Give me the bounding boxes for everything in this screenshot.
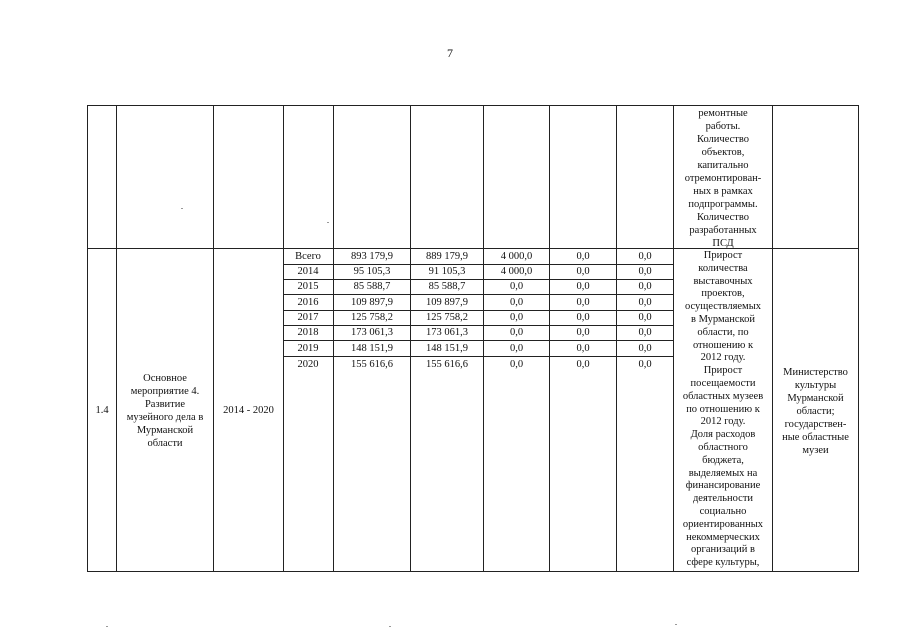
indicator-line: ремонтные [698, 108, 748, 119]
other-cell: 0,0 [638, 359, 652, 370]
indicator-line: капитально [697, 160, 749, 171]
indicator-line: ПСД [712, 238, 734, 249]
measure-name [117, 372, 213, 450]
federal-cell: 4 000,0 [500, 251, 533, 262]
indicator-line: социально [699, 505, 747, 517]
federal-cell: 0,0 [509, 281, 524, 292]
year-cell: Всего [295, 251, 321, 262]
year-cell: 2019 [297, 343, 319, 354]
total-cell: 173 061,3 [351, 327, 393, 338]
indicator-line: количества [698, 262, 748, 274]
year-cell: 2018 [297, 327, 319, 338]
local-cell: 0,0 [576, 359, 590, 370]
local-cell: 0,0 [576, 281, 590, 292]
measure-name-line: Мурманской [136, 425, 194, 436]
federal-cell: 0,0 [509, 297, 524, 308]
executor-line: государствен- [784, 419, 847, 430]
indicator-line: в Мурманской [691, 313, 755, 325]
executor-line: музеи [802, 445, 829, 456]
year-cell: 2020 [297, 359, 319, 370]
total-cell: 109 897,9 [351, 297, 393, 308]
executor-line: культуры [794, 380, 837, 391]
scan-speck [675, 624, 677, 625]
scan-speck [389, 626, 391, 627]
regional-cell: 109 897,9 [426, 297, 468, 308]
total-cell: 893 179,9 [351, 251, 393, 262]
measure-name-line: области [147, 438, 183, 449]
indicator-line: осуществляемых [684, 301, 762, 313]
executor-line: области; [796, 406, 835, 417]
executor-line: ные областные [782, 432, 849, 443]
local-cell: 0,0 [576, 327, 590, 338]
indicator-line: финансирование [685, 480, 761, 492]
total-cell: 155 616,6 [351, 359, 393, 370]
other-cell: 0,0 [638, 281, 652, 292]
indicator-line: 2012 году. [700, 416, 746, 428]
regional-cell: 91 105,3 [428, 266, 466, 277]
indicator-line: разработанных [689, 225, 757, 236]
row-indicators [674, 250, 772, 570]
indicator-line: по отношению к [686, 403, 760, 415]
scan-speck [327, 222, 329, 223]
total-cell: 85 588,7 [353, 281, 391, 292]
indicator-line: 2012 году. [700, 352, 746, 364]
indicator-line: подпрограммы. [688, 199, 758, 210]
year-cell: 2014 [297, 266, 319, 277]
local-cell: 0,0 [576, 266, 590, 277]
indicator-line: Доля расходов [690, 429, 756, 441]
federal-cell: 0,0 [509, 312, 524, 323]
regional-cell: 889 179,9 [426, 251, 468, 262]
scan-speck [106, 626, 108, 627]
page-number: 7 [447, 46, 453, 60]
indicator-line: посещаемости [690, 377, 756, 389]
measure-name-line: Основное [143, 373, 187, 384]
indicator-line: Прирост [703, 250, 743, 261]
executor-line: Министерство [783, 367, 848, 378]
year-cell: 2015 [297, 281, 319, 292]
local-cell: 0,0 [576, 251, 590, 262]
indicator-line: отремонтирован- [684, 173, 762, 184]
regional-cell: 125 758,2 [426, 312, 468, 323]
indicator-line: выделяемых на [688, 467, 758, 479]
indicator-line: Количество [696, 134, 750, 145]
indicator-line: сфере культуры, [686, 557, 760, 569]
indicator-line: областных музеев [682, 390, 764, 402]
regional-cell: 155 616,6 [426, 359, 468, 370]
federal-cell: 0,0 [509, 343, 524, 354]
indicator-line: области, по [697, 326, 749, 338]
other-cell: 0,0 [638, 251, 652, 262]
year-cell: 2016 [297, 297, 319, 308]
local-cell: 0,0 [576, 297, 590, 308]
indicator-line: ориентированных [682, 518, 764, 530]
measure-name-line: Развитие [144, 399, 186, 410]
indicator-line: деятельности [692, 493, 754, 505]
indicator-line: выставочных [693, 275, 753, 287]
indicator-line: объектов, [701, 147, 745, 158]
measure-name-line: музейного дела в [126, 412, 204, 423]
regional-cell: 148 151,9 [426, 343, 468, 354]
indicator-line: Количество [696, 212, 750, 223]
indicator-line: Прирост [703, 365, 743, 377]
indicator-line: ных в рамках [693, 186, 753, 197]
other-cell: 0,0 [638, 327, 652, 338]
other-cell: 0,0 [638, 297, 652, 308]
local-cell: 0,0 [576, 312, 590, 323]
row-number: 1.4 [95, 405, 109, 416]
total-cell: 125 758,2 [351, 312, 393, 323]
scan-speck [181, 208, 183, 209]
executor-line: Мурманской [787, 393, 844, 404]
indicator-line: некоммерческих [686, 531, 760, 543]
federal-cell: 0,0 [509, 327, 524, 338]
indicator-line: бюджета, [702, 454, 744, 466]
federal-cell: 0,0 [509, 359, 524, 370]
regional-cell: 173 061,3 [426, 327, 468, 338]
total-cell: 95 105,3 [353, 266, 391, 277]
indicator-line: работы. [705, 121, 741, 132]
federal-cell: 4 000,0 [500, 266, 533, 277]
indicator-line: областного [698, 441, 748, 453]
period: 2014 - 2020 [223, 405, 274, 416]
indicator-line: отношению к [692, 339, 754, 351]
year-cell: 2017 [297, 312, 319, 323]
local-cell: 0,0 [576, 343, 590, 354]
measure-name-line: мероприятие 4. [130, 386, 200, 397]
other-cell: 0,0 [638, 343, 652, 354]
regional-cell: 85 588,7 [428, 281, 466, 292]
indicator-line: организаций в [691, 544, 755, 556]
indicator-line: проектов, [701, 288, 745, 300]
top-indicators [674, 107, 772, 250]
other-cell: 0,0 [638, 312, 652, 323]
other-cell: 0,0 [638, 266, 652, 277]
executors [773, 366, 858, 457]
total-cell: 148 151,9 [351, 343, 393, 354]
